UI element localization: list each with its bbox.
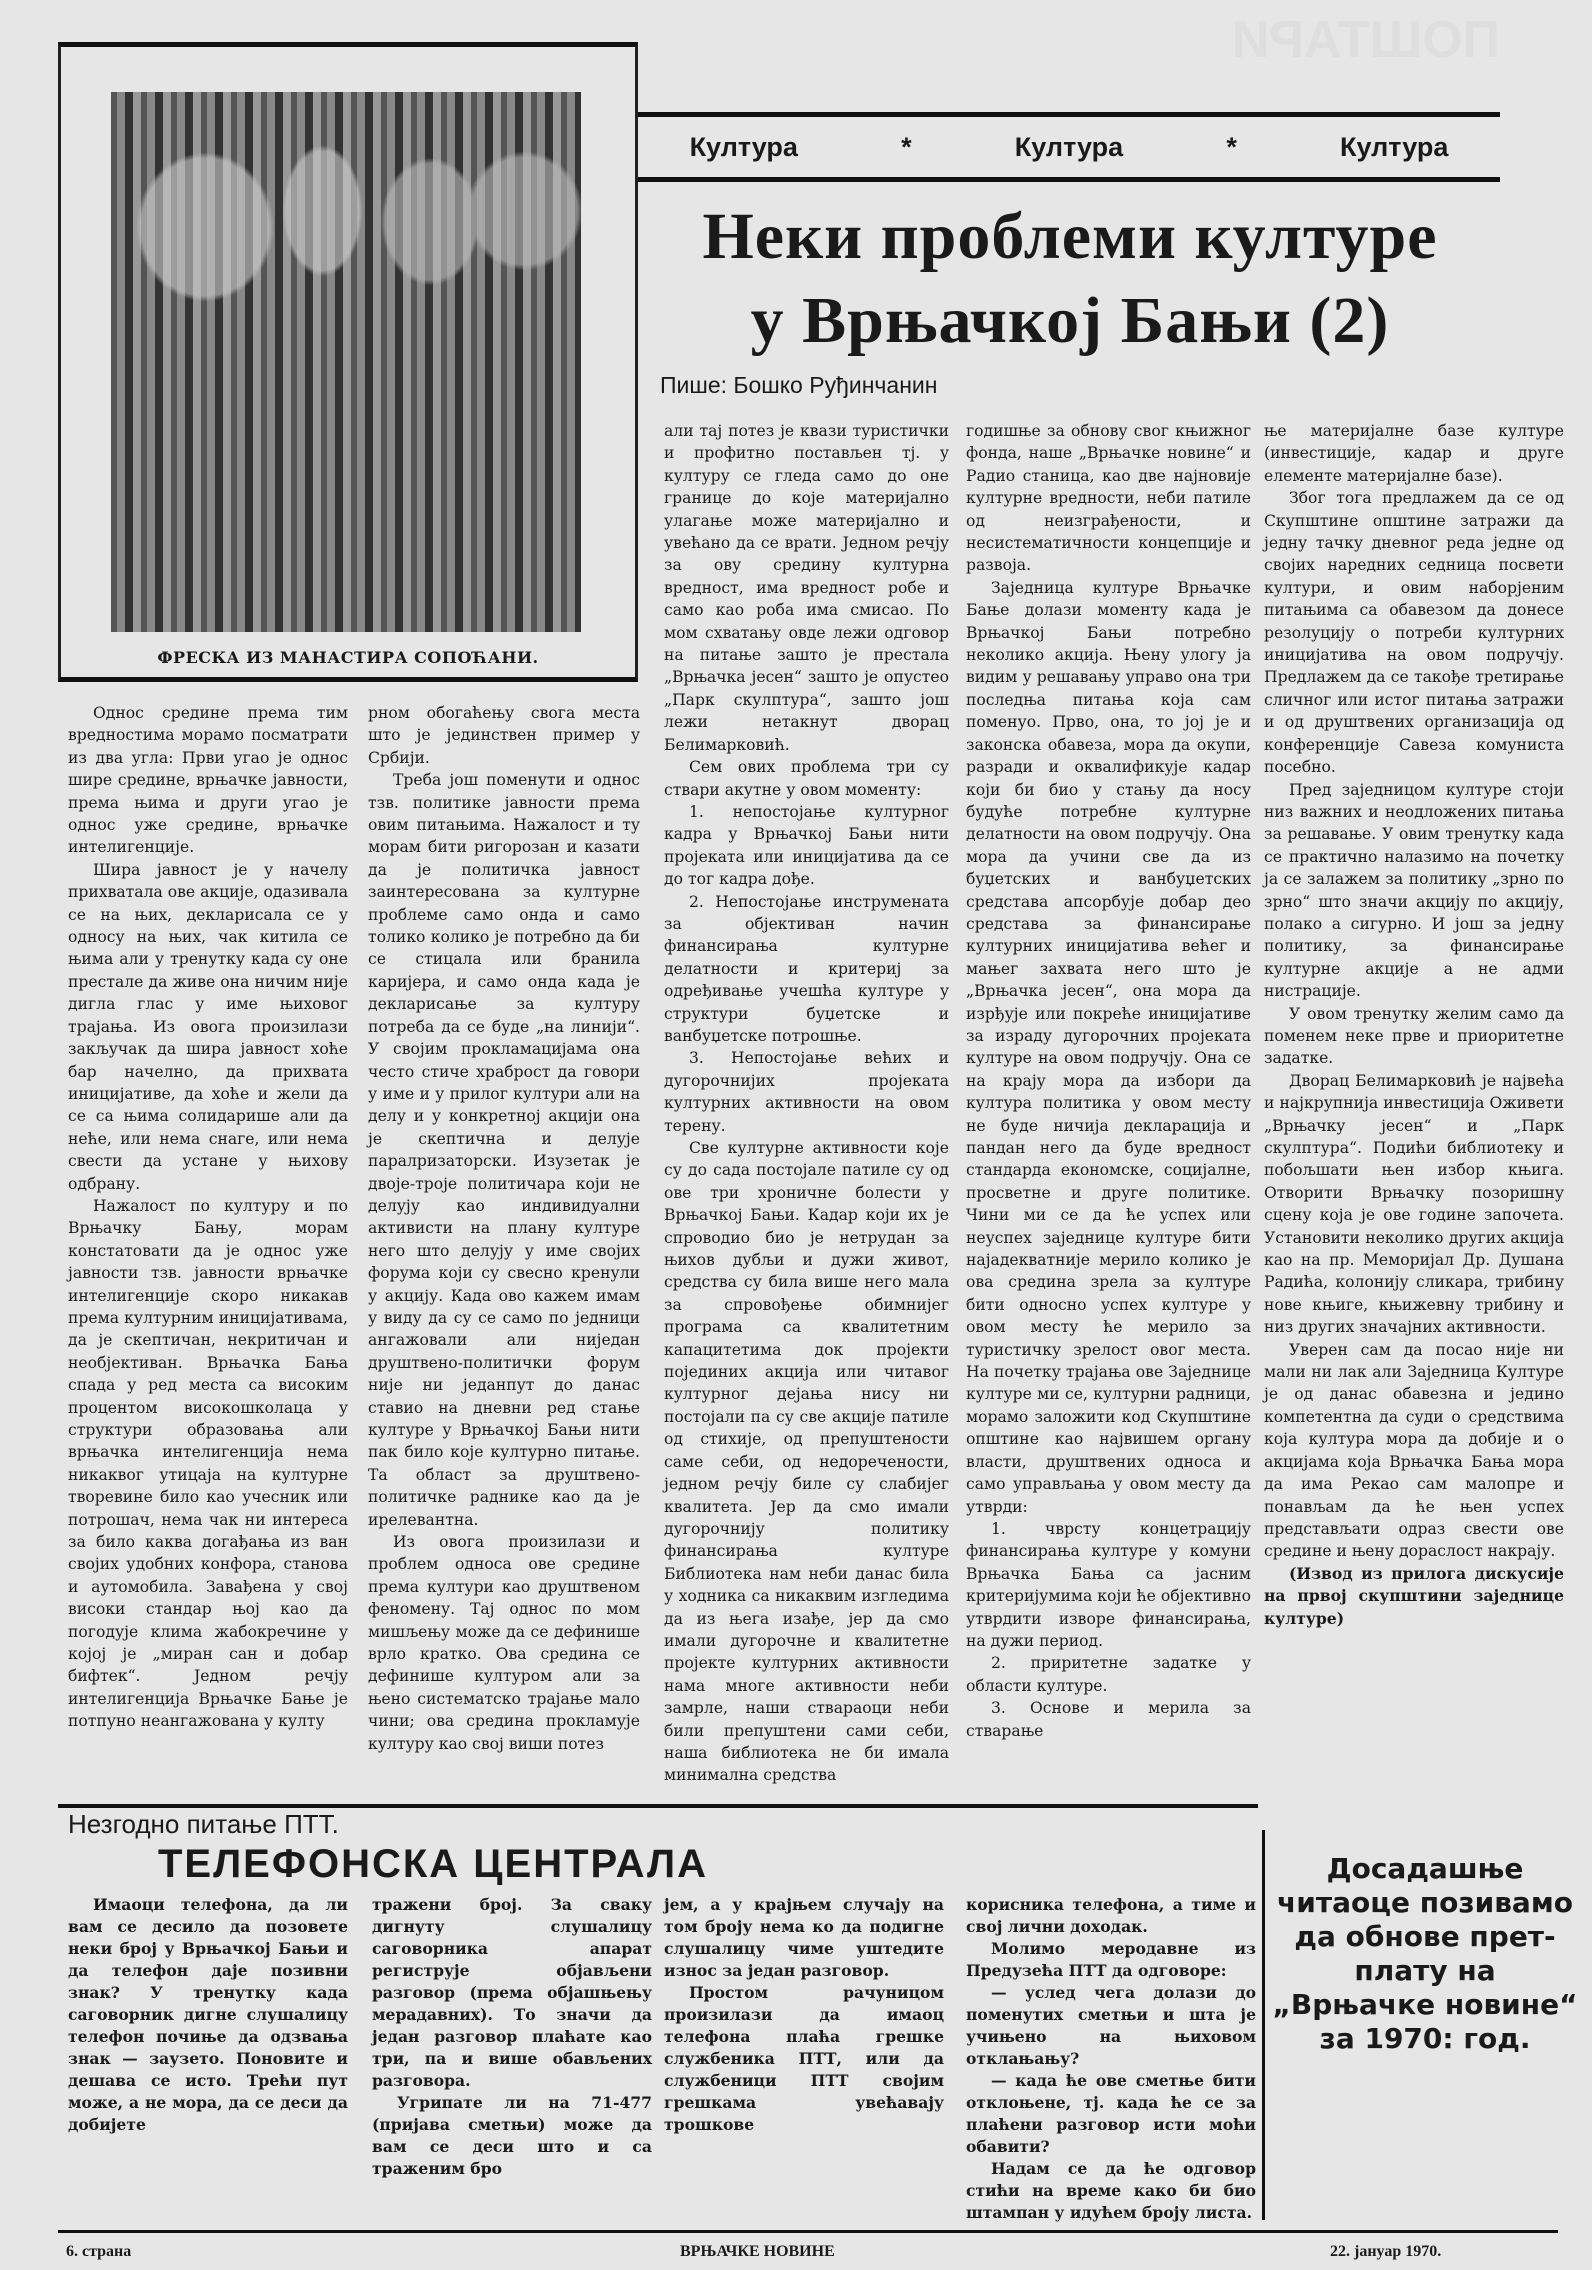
paragraph: тражени број. За сваку дигнуту слушалицу саговорника апарат региструје објављени разговор (према објашњењу мерадавних). То значи да један разговор плаћате као три, па и више обављених разговора. [372, 1895, 652, 2090]
section-bar [638, 112, 1500, 182]
section-label: Култура [1014, 131, 1124, 162]
section-separator: * [1226, 131, 1237, 162]
paragraph: рном обогаћењу свога места што је јединствен пример у Србији. [368, 704, 640, 767]
paragraph: Треба још поменути и однос тзв. политике јавности према овим питањима. Нажалост и ту морам бити ригорозан и казати да је политичка јавност заинтересована за културне проблеме само онда и само толико колико је потребно да би се стицала или бранила каријера, и само онда када је декларисање за културу потреба да се буде „на линији“. У својим прокламацијама она често стиче храброст да говори у име и у прилог култури али на делу и у конкретној акцији она је скептична и делује паралризаторски. Изузетак је двоје-троје политичара који не делују као индивидуални активисти на плану културе него што делују у име својих форума који су свесно кренули у акцију. Када ово кажем имам у виду да су се само по једници ангажовали али ниједан друштвено-политички форум није ни једанпут до данас ставио на дневни ред стање културе у Врњачкој Бањи нити пак било које културно питање. Та област за друштвено-политичке раднике као да је ирелевантна. [368, 771, 640, 1529]
subscription-promo [1270, 1852, 1580, 2056]
paragraph: јем, а у крајњем случају на том броју нема ко да подигне слушалицу чиме уштедите износ за један разговор. [664, 1895, 944, 1980]
promo-line: да обнове прет- [1294, 1920, 1556, 1953]
list-item: 2. приритетне задатке у области културе. [966, 1654, 1251, 1695]
ptt-kicker: Незгодно питање ПТТ. [68, 1809, 339, 1839]
article-title-line: у Врњачкој Бањи (2) [750, 284, 1390, 357]
photo-caption: ФРЕСКА ИЗ МАНАСТИРА СОПОЋАНИ. [157, 648, 539, 667]
promo-line: Досадашње [1326, 1852, 1524, 1885]
paragraph: Сем ових проблема три су ствари акутне у овом моменту: [664, 758, 949, 799]
paragraph: Простом рачуницом произилази да имаоц телефона плаћа грешке службеника ПТТ, или да службеници ПТТ својим грешкама увећавају трошкове [664, 1983, 944, 2134]
paragraph: У овом тренутку желим само да поменем неке прве и приоритетне задатке. [1264, 1004, 1564, 1068]
ptt-title: ТЕЛЕФОНСКА ЦЕНТРАЛА [158, 1842, 709, 1886]
footer-page-number: 6. страна [66, 2243, 132, 2260]
paragraph: али тај потез је квази туристички и профитно постављен тј. у културу се гледа само до оне границе до које материјално улагање може материјално и увећано да се врати. Једном речју за ову средину културна вредност, има вредност робе и само као роба има смисао. По мом схватању овде лежи одговор на питање зашто је престала „Врњачка јесен“ зашто је опустео „Парк скулптура“, зашто још лежи нетакнут дворац Белимарковић. [664, 422, 949, 754]
list-item: 1. чврсту концетрацију финансирања културе у комуни Врњачка Бања са јасним критеријумима који ће објективно утврдити изворе финансирања, на дужи период. [966, 1519, 1251, 1650]
article-title-line: Неки проблеми културе [702, 200, 1438, 273]
paragraph: Све културне активности које су до сада постојале патиле су од ове три хроничне болести у Врњачкој Бањи. Кадар који их је спроводио био је нетрудан за њихов дубљи и дужи живот, средства су била више него мала за спровођење обимнијег програма са квалитетним капацитетима док пројекти појединих акција или читавог културног дејања нису ни постојали па су све акције патиле од стихије, од препуштености саме себи, од недоречености, једном речју биле су слабијег квалитета. Јер да смо имали дугорочнију политику финансирања културе Библиотека нам неби данас била у ходника са никаквим изгледима да из њега изађе, јер да смо имали дугорочне и квалитетне пројекте културних активности нама многе активности неби замрле, наши ствараоци неби били препуштени сами себи, наша библиотека не би имала минимална средства [664, 1139, 949, 1785]
article-author: Пише: Бошко Руђинчанин [660, 372, 938, 398]
paragraph: Однос средине према тим вредностима морамо посматрати из два угла: Први угао је однос шире средине, врњачке јавности, према њима и други угао је однос уже средине, врњачке интелигенције. [68, 704, 348, 857]
photo-frame [58, 42, 638, 682]
paragraph: корисника телефона, а тиме и свој лични доходак. [966, 1895, 1256, 1936]
paragraph: Нажалост по културу и по Врњачку Бању, морам констатовати да је однос уже јавности тзв. јавности врњачке интелигенције скоро никакав према културним иницијативама, да је скептичан, некритичан и необјективан. Врњачка Бања спада у ред места са високим процентом високошколаца у структури образовања али врњачка интелигенција нема никаквог утицаја на културне творевине било као учесник или потрошач, нема чак ни интереса за било каква догађања из ван својих удобних конфора, станова и аутомобила. Завађена у свој високи стандар њој као да погодује клима жабокречине у којој је „миран сан и добар бифтек“. Једном речју интелигенција Врњачке Бање је потпуно неангажована у култу [68, 1196, 348, 1731]
article-column-3 [664, 420, 949, 1787]
list-item: 2. Непостојање инструмената за објективан начин финансирања културне делатности и критериј за одређивање учешћа културе у структури буџетске и ванбуџетске потрошње. [664, 892, 949, 1045]
article-column-1 [68, 702, 348, 1733]
ptt-column-2 [372, 1894, 652, 2180]
promo-line: за 1970: год. [1319, 2022, 1531, 2055]
article-column-4 [966, 420, 1251, 1742]
article-column-5 [1264, 420, 1564, 1630]
promo-line: „Врњачке новине“ [1272, 1988, 1578, 2021]
paragraph: Из овога произилази и проблем односа ове средине према култури као друштвеном феномену. Тај однос по мом мишљењу може да се дефинише врло кратко. Ова средина се дефинише културом али за њено систематско трајање мало чини; ова средина прокламује културу као свој виши потез [368, 1533, 640, 1753]
ptt-column-4 [966, 1894, 1256, 2224]
paragraph: годишње за обнову свог књижног фонда, наше „Врњачке новине“ и Радио станица, као две најновије културне вредности, неби патиле од неизграђености, и несистематичности концепције и развоја. [966, 422, 1251, 575]
paragraph: Због тога предлажем да се од Скупштине општине затражи да једну тачку дневног реда једне од својих наредних седница посвети култури, и овим наборјеним питањима са обавезом да донесе резолуцију о потреби културних иницијатива на овом подручју. Предлажем да се такође третирање сличног или истог питања затражи и од друштвених организација од конференције Савеза комуниста посебно. [1264, 489, 1564, 777]
list-item: 3. Непостојање већих и дугорочнијих пројеката културних активности на овом терену. [664, 1049, 949, 1135]
section-label: Култура [1340, 131, 1449, 162]
paragraph: Угрипате ли на 71-477 (пријава сметњи) може да вам се деси што и са траженим бро [372, 2093, 652, 2178]
list-item: 1. непостојање културног кадра у Врњачкој Бањи нити пројеката или иницијатива да се до тог кадра дође. [664, 802, 949, 889]
footer-date: 22. јануар 1970. [1330, 2243, 1442, 2260]
footer-rule [58, 2230, 1558, 2233]
fresco-photo [111, 92, 581, 632]
paragraph: Дворац Белимарковић је највећа и најкрупнија инвестиција Оживети „Врњачку јесен“ и „Парк скулптура“. Подићи библиотеку и побољшати њен избор књига. Отворити Врњачку позоришну сцену која је ове године започета. Установити неколико других акција као на пр. Меморијал Др. Душана Радића, колонију сликара, трибину нове књиге, књижевну трибину и низ других значајних активности. [1264, 1071, 1564, 1337]
section-separator: * [901, 131, 912, 162]
ptt-columns [58, 1894, 1258, 2224]
ptt-column-3 [664, 1894, 944, 2136]
paragraph: Заједница културе Врњачке Бање долази моменту када је Врњачкој Бањи потребно неколико акција. Њену улогу ја видим у решавању управо она три последња питања која сам поменуо. Прво, она, то јој је и законска обавеза, мора да окупи, разради и оквалификује кадар који би био у стању да носу будуће потребне културне делатности на овом подручју. Она мора да учини све да из буџетских и ванбуџетских средстава апсорбује добар део средстава за финансирање културних иницијатива већег и мањег захвата него што је „Врњачка јесен“, она мора да изрђује или покреће иницијативе за израду дугорочних пројеката културе на овом подручју. Она се на крају мора да избори да култура политика у овом месту не буде ничија декларација и пандан него да буде вредност стандарда економске, социјалне, просветне и друге политике. Чини ми се да ће успех или неуспех заједнице културе бити најадекватније мерило колико је ова средина зрела за културе бити односно успех културе у овом месту ће мерило за туристичку зрелост овог места. На почетку трајања ове Заједнице културе ми се, културни радници, морамо заложити код Скупштине општине као највишем органу власти, друштвених односа и само управљања у овом месту да утврди: [966, 578, 1251, 1516]
list-item: — када ће ове сметње бити отклоњене, тј. када ће се за плаћени разговор исти моћи обавити? [966, 2071, 1256, 2156]
list-item: 3. Основе и мерила за стварање [966, 1699, 1251, 1740]
paragraph: Уверен сам да посао није ни мали ни лак али Заједница Културе је од данас обавезна и једино компетентна да суди о средствима која култура мора да добије и о акцијама која Врњачка Бања мора да има Рекао сам малопре и понављам да ће њен успех представљати одраз свести ове средине и њену дораслост накрају. [1264, 1340, 1564, 1561]
promo-line: читаоце позивамо [1277, 1886, 1573, 1919]
footer-paper-name: ВРЊАЧКЕ НОВИНЕ [680, 2243, 835, 2260]
column-divider [1262, 1830, 1265, 2220]
ptt-article [58, 1808, 1258, 2224]
paragraph: Пред заједницом културе стоји низ важних и неодложених питања за решавање. У овим тренутку када се практично налазимо на почетку ја се залажем за политику „зрно по зрно“ што значи акцију по акцију, полако а сигурно. И још за једну политику, за финансирање културне акције а не адми нистрације. [1264, 780, 1564, 1001]
list-item: — услед чега долази до поменутих сметњи и шта је учињено на њиховом отклањању? [966, 1983, 1256, 2068]
article-source-note: (Извод из прилога дискусије на првој скупштини заједнице културе) [1264, 1563, 1564, 1628]
paragraph: Имаоци телефона, да ли вам се десило да позовете неки број у Врњачкој Бањи и да телефон даје позивни знак? У тренутку када саговорник дигне слушалицу телефон почиње да одзвања знак — заузето. Поновите и дешава се исто. Трећи пут може, а не мора, да се деси да добијете [68, 1895, 348, 2134]
promo-line: плату на [1354, 1954, 1496, 1987]
section-label: Култура [689, 131, 798, 162]
paragraph: Надам се да ће одговор стићи на време како би био штампан у идућем броју листа. [966, 2159, 1256, 2222]
paragraph: ње материјалне базе културе (инвестиције, кадар и друге елементе материјалне базе). [1264, 422, 1564, 485]
article-title [660, 195, 1480, 363]
article-column-2 [368, 702, 640, 1755]
paragraph: Шира јавност је у начелу прихватала ове акције, одазивала се на њих, декларисала се у односу на њих, чак китила се њима али у тренутку када су оне престале да живе она ничим није дигла глас у име њиховог трајања. Из овога произилази закључак да шира јавност хоће бар начелно, да прихвата иницијативе, да хоће и жели да се са њима солидарише али да неће, или нема снаге, или нема свести да устане у њихову одбрану. [68, 860, 348, 1193]
paragraph: Молимо меродавне из Предузећа ПТТ да одговоре: [966, 1939, 1256, 1980]
background-bleed-text: ПОШТАРИ [1231, 11, 1500, 69]
ptt-column-1 [68, 1894, 348, 2136]
